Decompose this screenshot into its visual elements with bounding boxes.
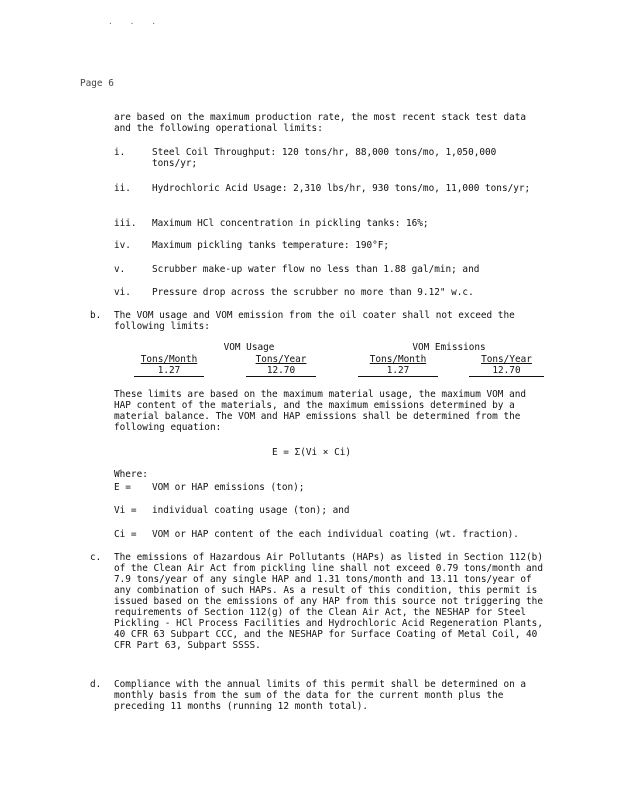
limit-number: vi. — [114, 287, 131, 298]
table-cell: 12.70 — [246, 365, 316, 377]
variable-definition: VOM or HAP content of the each individual coating (wt. fraction). — [152, 529, 519, 540]
limit-text: Maximum HCl concentration in pickling tanks: 16%; — [152, 218, 429, 229]
limit-number: iv. — [114, 240, 131, 251]
table-cell: 12.70 — [469, 365, 544, 377]
table-group-usage: VOM Usage — [223, 342, 275, 353]
limit-number: v. — [114, 264, 126, 275]
limit-text: Maximum pickling tanks temperature: 190°F; — [152, 240, 390, 251]
table-cell: 1.27 — [134, 365, 204, 377]
corner-mark: · · · — [108, 19, 163, 28]
section-b-text: The VOM usage and VOM emission from the oil coater shall not exceed the following limits: — [114, 310, 515, 332]
limit-number: iii. — [114, 218, 137, 229]
limit-text: Steel Coil Throughput: 120 tons/hr, 88,000 tons/mo, 1,050,000 tons/yr; — [152, 147, 497, 169]
table-cell: 1.27 — [358, 365, 438, 377]
limit-number: ii. — [114, 183, 131, 194]
table-header: Tons/Month — [140, 354, 198, 365]
table-group-emissions: VOM Emissions — [412, 342, 486, 353]
variable-definition: VOM or HAP emissions (ton); — [152, 482, 305, 493]
variable-symbol: Ci = — [114, 529, 137, 540]
after-table-paragraph: These limits are based on the maximum material usage, the maximum VOM and HAP content of the materials, and the maximum emissions determined by a material balance. The VOM and HAP emissions shall be determined from the following equation: — [114, 389, 527, 433]
section-b-letter: b. — [90, 310, 102, 321]
section-c-text: The emissions of Hazardous Air Pollutants (HAPs) as listed in Section 112(b) of the Clean Air Act from pickling line shall not exceed 0.79 tons/month and 7.9 tons/year of any single HAP and 1.31 tons/month and 13.11 tons/year of any combination of such HAPs. As a result of this condition, this permit is issued based on the emissions of any HAP from this source not triggering the requirements of Section 112(g) of the Clean Air Act, the NESHAP for Steel Pickling - HCl Process Facilities and Hydrochloric Acid Regeneration Plants, 40 CFR 63 Subpart CCC, and the NESHAP for Surface Coating of Metal Coil, 40 CFR Part 63, Subpart SSSS. — [114, 552, 543, 651]
section-d-text: Compliance with the annual limits of this permit shall be determined on a monthly basis from the sum of the data for the current month plus the preceding 11 months (running 12 month total). — [114, 679, 527, 712]
table-header: Tons/Year — [481, 354, 532, 365]
where-label: Where: — [114, 469, 148, 480]
section-c-letter: c. — [90, 552, 102, 563]
variable-symbol: E = — [114, 482, 131, 493]
variable-symbol: Vi = — [114, 505, 137, 516]
variable-definition: individual coating usage (ton); and — [152, 505, 350, 516]
limit-text: Hydrochloric Acid Usage: 2,310 lbs/hr, 930 tons/mo, 11,000 tons/yr; — [152, 183, 531, 194]
emission-equation: E = Σ(Vi × Ci) — [272, 447, 352, 458]
table-header: Tons/Month — [369, 354, 427, 365]
limit-text: Pressure drop across the scrubber no more than 9.12" w.c. — [152, 287, 474, 298]
table-header: Tons/Year — [255, 354, 307, 365]
section-d-letter: d. — [90, 679, 102, 690]
limit-text: Scrubber make-up water flow no less than 1.88 gal/min; and — [152, 264, 480, 275]
limit-number: i. — [114, 147, 126, 158]
intro-paragraph: are based on the maximum production rate, the most recent stack test data and the following operational limits: — [114, 112, 527, 134]
page-label: Page 6 — [80, 78, 114, 89]
